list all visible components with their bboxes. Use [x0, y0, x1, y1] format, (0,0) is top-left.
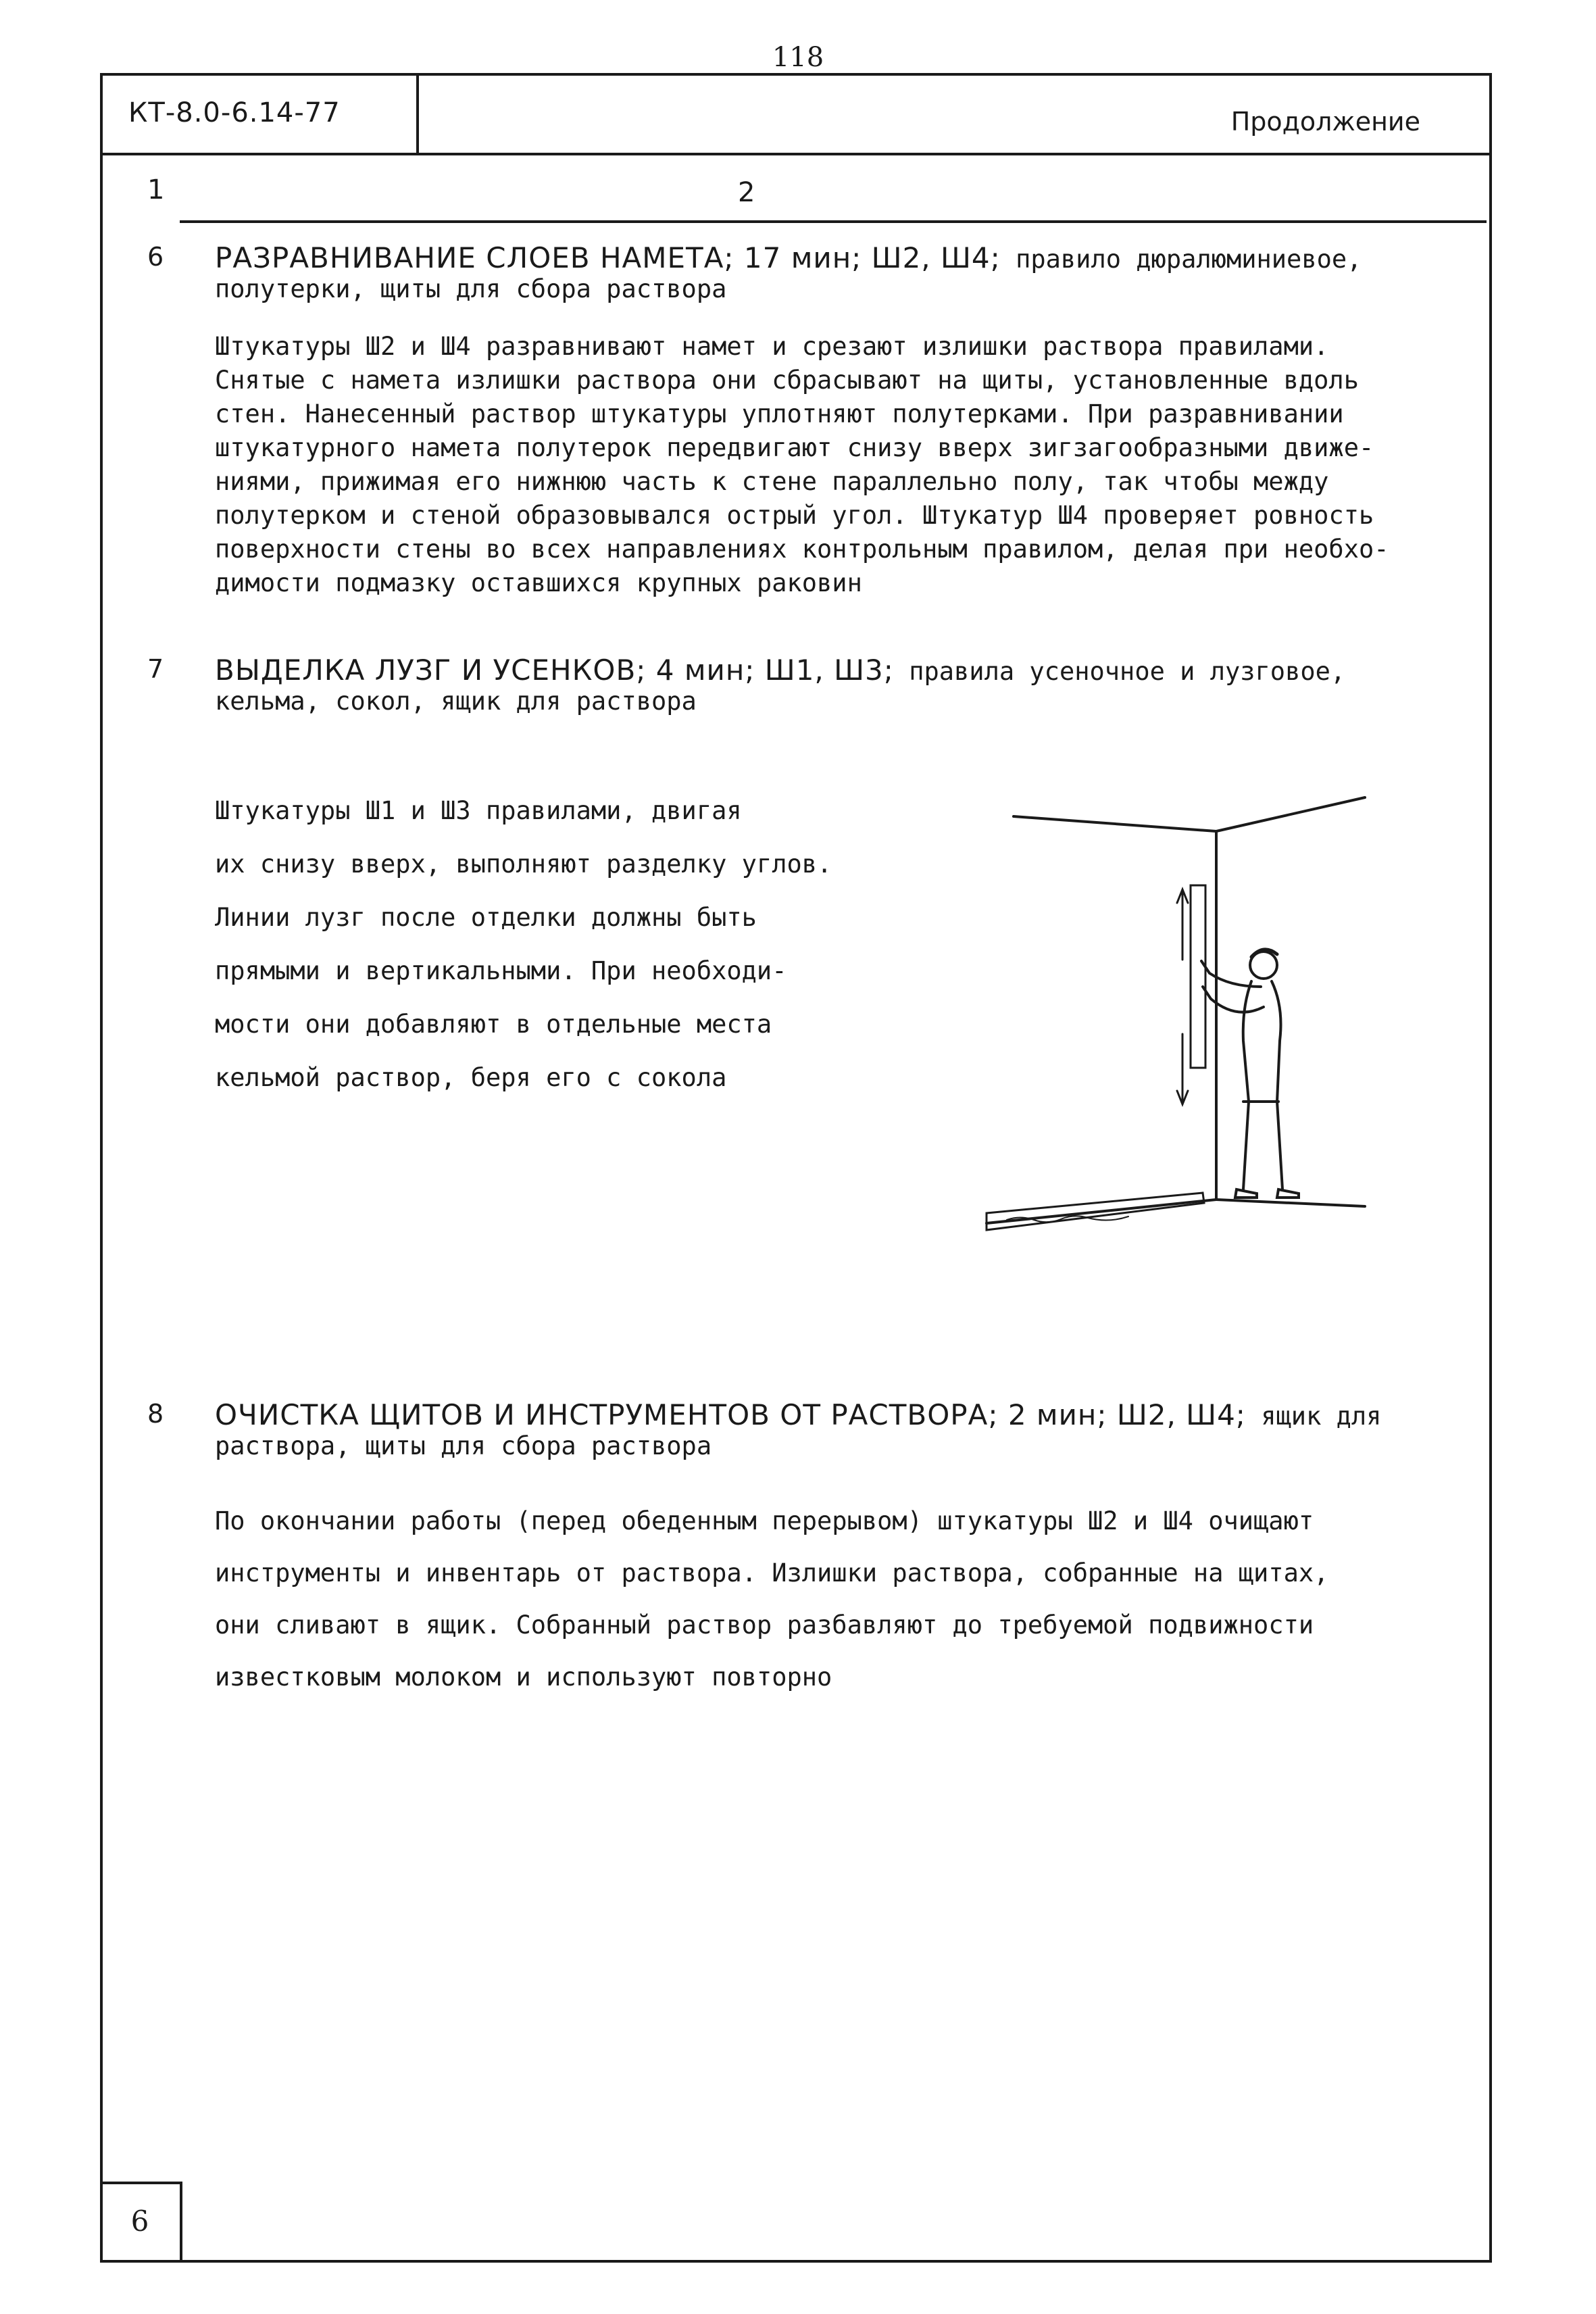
continuation-label: Продолжение [1230, 107, 1420, 137]
rule-tool [1191, 885, 1205, 1068]
operation-description: По окончании работы (перед обеденным перерывом) штукатуры Ш2 и Ш4 очищают инструменты и инвентарь от раствора. Излишки раствора, собранные на щитах, они сливают в ящик. Собранный раствор разбавляют до требуемой подвижности известковым молоком и используют повторно [215, 1506, 1329, 1692]
operation-title: РАЗРАВНИВАНИЕ СЛОЕВ НАМЕТА; 17 мин; Ш2, Ш4; [215, 241, 1001, 274]
operation-tools-continued: раствора, щиты для сбора раствора [215, 1431, 712, 1460]
operation-heading [215, 656, 1472, 716]
operation-description: Штукатуры Ш1 и Ш3 правилами, двигая их снизу вверх, выполняют разделку углов. Линии лузг после отделки должны быть прямыми и вертикальными. При необходи- мости они добавляют в отдельные места кельмой раствор, беря его с сокола [215, 796, 832, 1092]
column-header-divider [180, 220, 1487, 223]
operation-tools: правила усеночное и лузговое, [909, 657, 1346, 686]
operation-heading [215, 243, 1472, 304]
row-number: 8 [147, 1399, 164, 1429]
operation-heading [215, 1400, 1472, 1461]
operation-title: ВЫДЕЛКА ЛУЗГ И УСЕНКОВ; 4 мин; Ш1, Ш3; [215, 654, 894, 687]
column-number-2: 2 [738, 177, 755, 208]
plasterer-corner-illustration [959, 784, 1378, 1257]
row-number: 7 [147, 654, 164, 684]
ceiling-edge-right [1216, 797, 1365, 831]
header-divider [100, 153, 1492, 155]
worker-arm-lower [1203, 987, 1264, 1012]
ceiling-edge-left [1014, 816, 1216, 831]
column-number-1: 1 [147, 174, 165, 205]
corner-stamp: 6 [100, 2182, 182, 2260]
document-code: КТ-8.0-6.14-77 [100, 73, 419, 153]
operation-tools-continued: полутерки, щиты для сбора раствора [215, 274, 727, 303]
row-number: 6 [147, 242, 164, 272]
page-number: 118 [772, 42, 824, 73]
operation-tools: правило дюралюминиевое, [1016, 245, 1362, 274]
operation-description: Штукатуры Ш2 и Ш4 разравнивают намет и срезают излишки раствора правилами. Снятые с намета излишки раствора они сбрасывают на щиты, установленные вдоль стен. Нанесенный раствор штукатуры уплотняют полутерками. При разравнивании штукатурного намета полутерок передвигают снизу вверх зигзагообразными движе- ниями, прижимая его нижнюю часть к стене параллельно полу, так чтобы между полутерком и стеной образовывался острый угол. Штукатур Ш4 проверяет ровность поверхности стены во всех направлениях контрольным правилом, делая при необхо- димости подмазку оставшихся крупных раковин [215, 332, 1389, 597]
operation-tools-continued: кельма, сокол, ящик для раствора [215, 687, 697, 716]
operation-title: ОЧИСТКА ЩИТОВ И ИНСТРУМЕНТОВ ОТ РАСТВОРА; 2 мин; Ш2, Ш4; [215, 1398, 1246, 1431]
worker-front [1272, 981, 1282, 1189]
operation-tools: ящик для [1261, 1402, 1382, 1431]
floor-edge-right [1216, 1200, 1365, 1206]
